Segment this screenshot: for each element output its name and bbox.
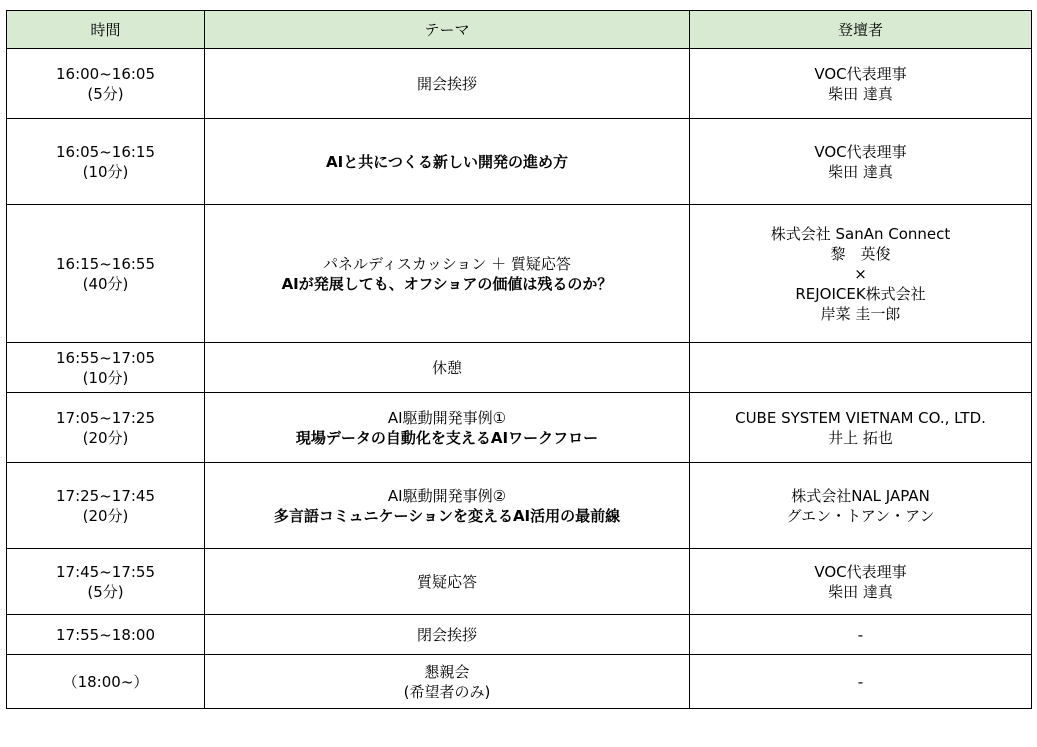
speaker-cell <box>690 205 1032 343</box>
speaker-text: 株式会社 SanAn Connect <box>770 224 951 243</box>
theme-text: 閉会挨拶 <box>416 625 477 644</box>
time-text: (10分) <box>82 368 129 387</box>
header-theme: テーマ <box>205 11 690 49</box>
theme-cell <box>205 393 690 463</box>
schedule-body <box>7 49 1032 709</box>
header-time: 時間 <box>7 11 205 49</box>
theme-text: 休憩 <box>431 358 462 377</box>
theme-text: パネルディスカッション ＋ 質疑応答 <box>323 254 571 273</box>
time-text: (40分) <box>82 274 129 293</box>
speaker-cell <box>690 343 1032 393</box>
schedule-row <box>7 549 1032 615</box>
theme-title: AIと共につくる新しい開発の進め方 <box>326 152 568 171</box>
theme-title: AIが発展しても、オフショアの価値は残るのか？ <box>281 274 613 293</box>
speaker-text: 柴田 達真 <box>828 84 893 103</box>
schedule-row <box>7 463 1032 549</box>
time-text: （18:00~） <box>62 672 149 691</box>
theme-cell <box>205 615 690 655</box>
speaker-text: 黎 英俊 <box>830 244 891 263</box>
time-cell <box>7 343 205 393</box>
time-text: 17:05~17:25 <box>55 408 156 427</box>
theme-text: 質疑応答 <box>416 572 477 591</box>
theme-title: 多言語コミュニケーションを変えるAI活用の最前線 <box>273 506 621 525</box>
time-cell <box>7 615 205 655</box>
time-cell <box>7 655 205 709</box>
time-text: 16:00~16:05 <box>55 64 156 83</box>
time-text: 16:15~16:55 <box>55 254 156 273</box>
speaker-text: - <box>857 672 864 691</box>
speaker-text: CUBE SYSTEM VIETNAM CO., LTD. <box>735 408 986 427</box>
header-row <box>7 11 1032 49</box>
speaker-text: 株式会社NAL JAPAN <box>791 486 930 505</box>
schedule-row <box>7 655 1032 709</box>
time-text: (5分) <box>87 84 124 103</box>
speaker-text: グエン・トアン・アン <box>786 506 935 525</box>
schedule-row <box>7 393 1032 463</box>
theme-text: 開会挨拶 <box>416 74 477 93</box>
schedule-table <box>6 10 1032 709</box>
schedule-row <box>7 615 1032 655</box>
theme-cell <box>205 655 690 709</box>
time-text: (5分) <box>87 582 124 601</box>
schedule-row <box>7 205 1032 343</box>
time-text: 17:45~17:55 <box>55 562 156 581</box>
speaker-cell <box>690 119 1032 205</box>
time-cell <box>7 549 205 615</box>
theme-text: (希望者のみ) <box>403 682 491 701</box>
time-text: 16:05~16:15 <box>55 142 156 161</box>
theme-cell <box>205 205 690 343</box>
time-text: 16:55~17:05 <box>55 348 156 367</box>
theme-cell <box>205 343 690 393</box>
schedule-row <box>7 119 1032 205</box>
time-text: 17:55~18:00 <box>55 625 156 644</box>
speaker-text: VOC代表理事 <box>814 562 907 581</box>
time-text: (20分) <box>82 506 129 525</box>
schedule-row <box>7 49 1032 119</box>
time-cell <box>7 119 205 205</box>
theme-text: 懇親会 <box>424 662 470 681</box>
speaker-text: - <box>857 625 864 644</box>
speaker-cell <box>690 615 1032 655</box>
time-cell <box>7 463 205 549</box>
theme-title: 現場データの自動化を支えるAIワークフロー <box>295 428 599 447</box>
time-cell <box>7 393 205 463</box>
time-cell <box>7 49 205 119</box>
theme-cell <box>205 49 690 119</box>
speaker-text: 柴田 達真 <box>828 582 893 601</box>
header-speaker: 登壇者 <box>690 11 1032 49</box>
theme-cell <box>205 549 690 615</box>
speaker-cell <box>690 463 1032 549</box>
theme-cell <box>205 463 690 549</box>
theme-cell <box>205 119 690 205</box>
time-text: (10分) <box>82 162 129 181</box>
speaker-text: VOC代表理事 <box>814 64 907 83</box>
speaker-text: REJOICEK株式会社 <box>795 284 926 303</box>
time-cell <box>7 205 205 343</box>
theme-text: AI駆動開発事例② <box>387 486 507 505</box>
speaker-text: × <box>854 264 867 283</box>
time-text: (20分) <box>82 428 129 447</box>
speaker-text: 岸菜 圭一郎 <box>820 304 901 323</box>
speaker-text: 井上 拓也 <box>828 428 893 447</box>
speaker-cell <box>690 655 1032 709</box>
speaker-text: 柴田 達真 <box>828 162 893 181</box>
theme-text: AI駆動開発事例① <box>387 408 507 427</box>
speaker-cell <box>690 393 1032 463</box>
speaker-text: VOC代表理事 <box>814 142 907 161</box>
speaker-cell <box>690 49 1032 119</box>
speaker-cell <box>690 549 1032 615</box>
time-text: 17:25~17:45 <box>55 486 156 505</box>
schedule-row <box>7 343 1032 393</box>
